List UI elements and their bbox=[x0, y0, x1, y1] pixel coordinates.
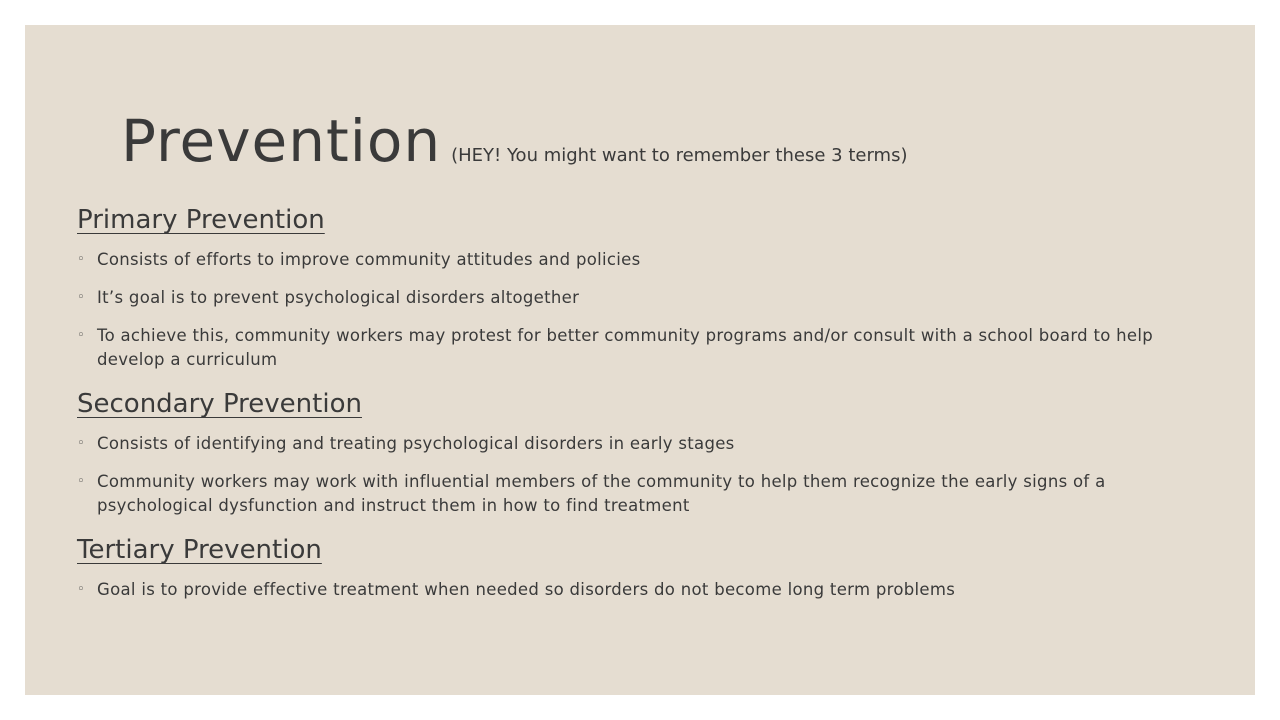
bullet-text: Consists of efforts to improve community attitudes and policies bbox=[97, 250, 641, 269]
bullet-list-primary bbox=[77, 248, 1167, 372]
list-item bbox=[77, 286, 1167, 310]
bullet-icon: ◦ bbox=[77, 252, 85, 267]
slide-title bbox=[121, 107, 907, 175]
title-main: Prevention bbox=[121, 107, 442, 175]
bullet-icon: ◦ bbox=[77, 436, 85, 451]
slide-content bbox=[77, 202, 1167, 616]
bullet-icon: ◦ bbox=[77, 582, 85, 597]
bullet-icon: ◦ bbox=[77, 328, 85, 343]
list-item bbox=[77, 470, 1167, 518]
bullet-text: It’s goal is to prevent psychological disorders altogether bbox=[97, 288, 580, 307]
bullet-list-secondary bbox=[77, 432, 1167, 518]
section-secondary bbox=[77, 386, 1167, 518]
bullet-text: Consists of identifying and treating psychological disorders in early stages bbox=[97, 434, 735, 453]
section-heading-secondary: Secondary Prevention bbox=[77, 389, 362, 419]
section-heading-primary: Primary Prevention bbox=[77, 205, 325, 235]
list-item bbox=[77, 248, 1167, 272]
bullet-text: To achieve this, community workers may protest for better community programs and/or consult with a school board to help develop a curriculum bbox=[97, 326, 1154, 369]
bullet-icon: ◦ bbox=[77, 474, 85, 489]
bullet-text: Goal is to provide effective treatment when needed so disorders do not become long term problems bbox=[97, 580, 956, 599]
section-heading-tertiary: Tertiary Prevention bbox=[77, 535, 322, 565]
bullet-list-tertiary bbox=[77, 578, 1167, 602]
bullet-icon: ◦ bbox=[77, 290, 85, 305]
list-item bbox=[77, 432, 1167, 456]
bullet-text: Community workers may work with influential members of the community to help them recognize the early signs of a psychological dysfunction and instruct them in how to find treatment bbox=[97, 472, 1106, 515]
list-item bbox=[77, 324, 1167, 372]
title-subtitle: (HEY! You might want to remember these 3 terms) bbox=[451, 145, 908, 166]
section-tertiary bbox=[77, 532, 1167, 602]
slide bbox=[25, 25, 1255, 695]
list-item bbox=[77, 578, 1167, 602]
section-primary bbox=[77, 202, 1167, 372]
